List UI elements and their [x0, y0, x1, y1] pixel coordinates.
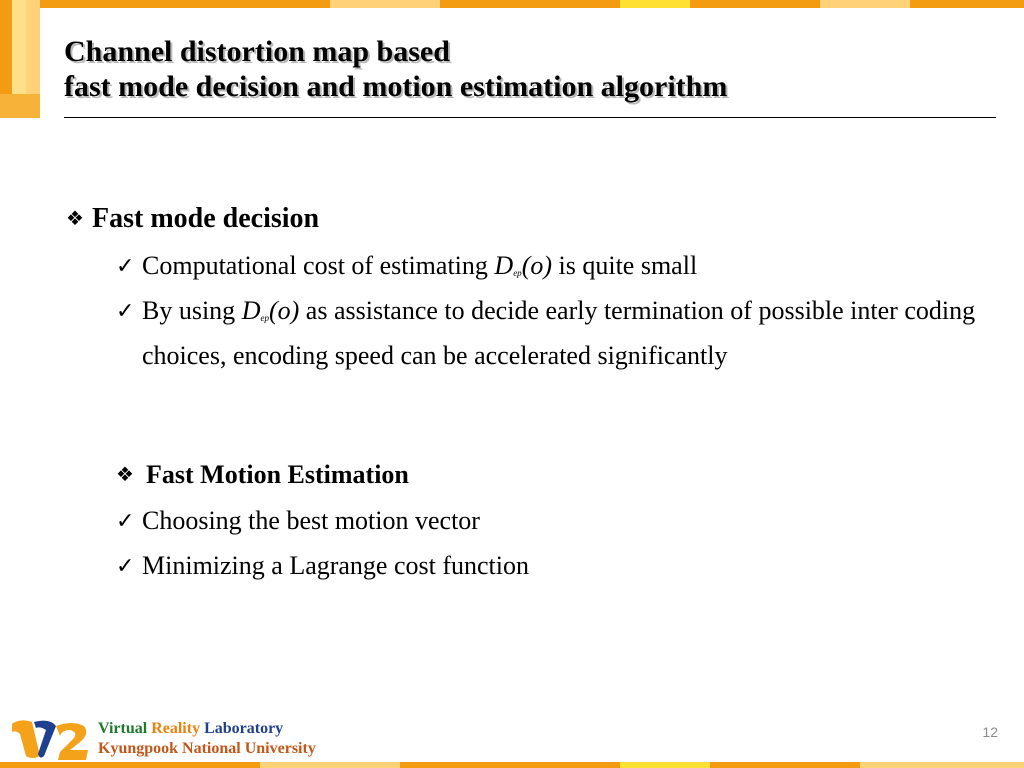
checkmark-icon: ✓ — [116, 253, 135, 278]
math-expression — [242, 296, 300, 325]
math-subscript: ep — [260, 313, 269, 323]
math-symbol: D — [241, 296, 261, 325]
title-underline — [64, 117, 996, 118]
math-symbol: D — [494, 251, 514, 280]
list-item — [116, 247, 992, 292]
corner-decoration — [0, 0, 40, 118]
checkmark-icon: ✓ — [116, 553, 135, 578]
section-fast-mode-decision — [66, 200, 319, 238]
math-argument: (o) — [268, 296, 300, 325]
vr-lab-logo-icon — [10, 716, 92, 764]
top-decorative-stripe — [0, 0, 1024, 8]
page-number: 12 — [982, 724, 998, 740]
list-item — [116, 292, 992, 375]
item-text-suffix: as assistance to decide early termination of possible inter coding choices, encoding speed can be accelerated significantly — [142, 296, 976, 370]
list-item — [116, 547, 992, 585]
title-line-1: Channel distortion map based — [64, 35, 450, 68]
item-text-prefix: By using — [142, 296, 242, 325]
lab-word-reality: Reality — [151, 720, 201, 737]
section-heading: Fast mode decision — [92, 203, 320, 234]
diamond-bullet-icon: ❖ — [116, 464, 134, 486]
section-fast-motion-estimation — [116, 456, 409, 494]
list-item-text: Minimizing a Lagrange cost function — [142, 551, 530, 580]
checkmark-icon: ✓ — [116, 508, 135, 533]
title-line-2: fast mode decision and motion estimation algorithm — [64, 70, 728, 103]
list-item — [116, 502, 992, 540]
math-expression — [494, 251, 552, 280]
list-item-text — [142, 247, 992, 292]
lab-word-laboratory: Laboratory — [204, 720, 284, 737]
bottom-decorative-stripe — [0, 762, 1024, 768]
diamond-bullet-icon: ❖ — [66, 208, 84, 230]
item-text-prefix: Computational cost of estimating — [142, 251, 495, 280]
list-item-text: Choosing the best motion vector — [142, 506, 480, 535]
lab-name — [98, 720, 283, 738]
math-argument: (o) — [521, 251, 553, 280]
section-heading: Fast Motion Estimation — [146, 460, 409, 489]
university-name: Kyungpook National University — [98, 740, 316, 757]
math-subscript: ep — [513, 268, 522, 278]
list-item-text — [142, 292, 992, 375]
item-text-suffix: is quite small — [552, 251, 698, 280]
slide-title — [64, 34, 994, 104]
checkmark-icon: ✓ — [116, 298, 135, 323]
lab-word-virtual: Virtual — [98, 720, 148, 737]
